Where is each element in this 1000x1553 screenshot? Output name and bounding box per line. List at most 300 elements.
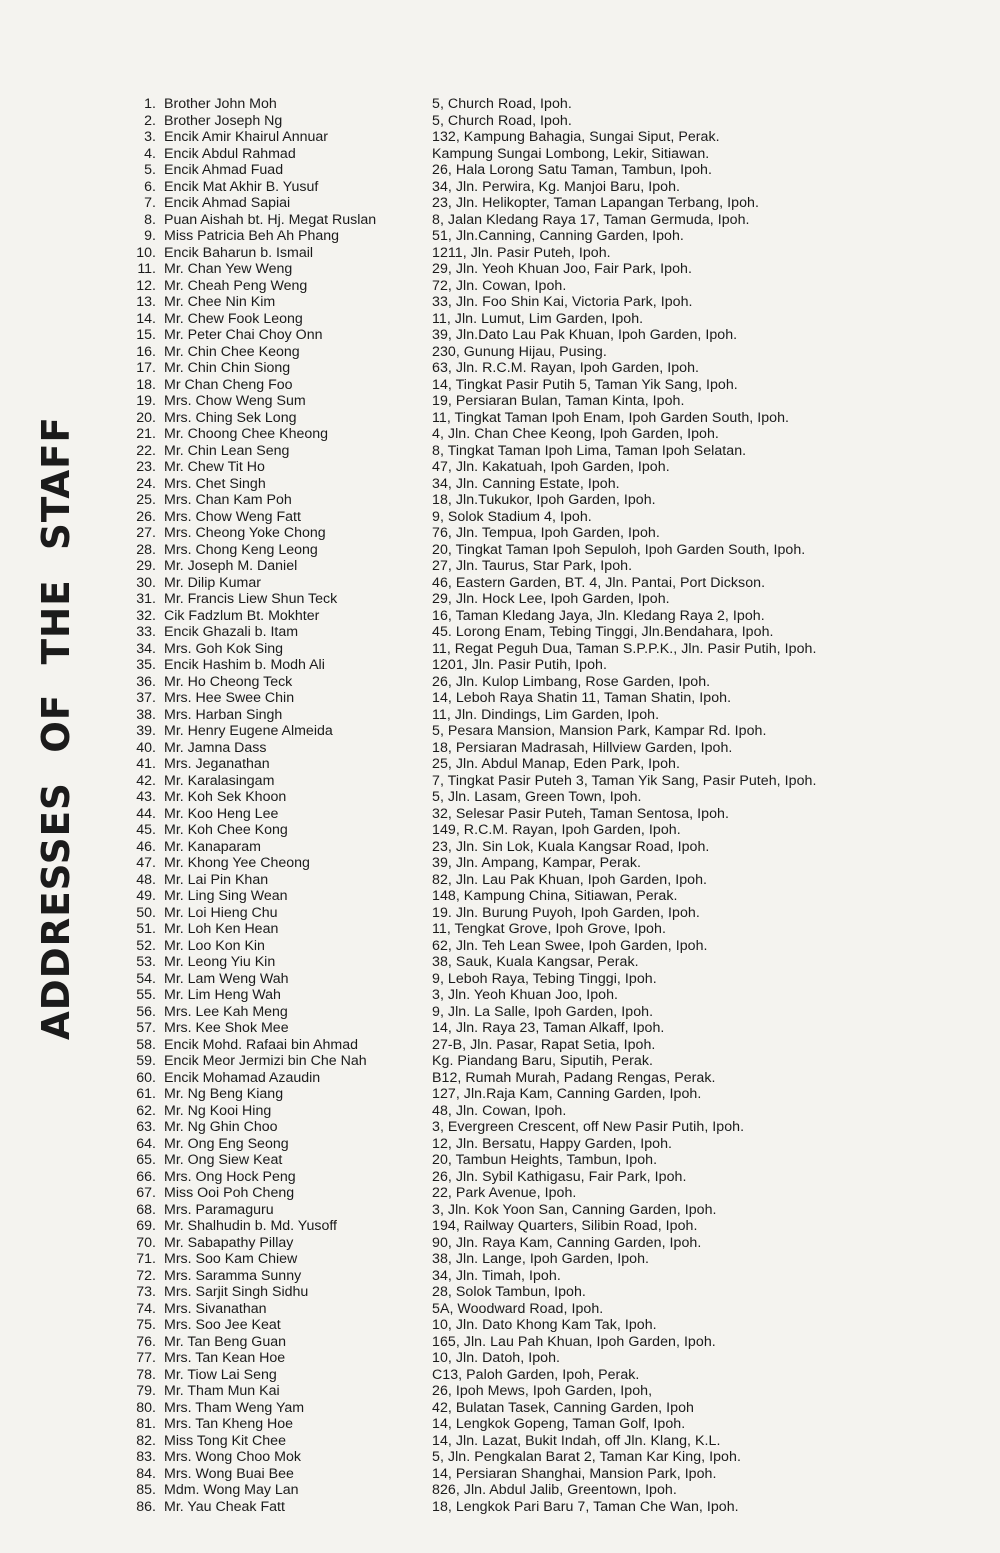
- staff-address: 27, Jln. Taurus, Star Park, Ipoh.: [432, 558, 633, 574]
- staff-name: Mrs. Ong Hock Peng: [164, 1168, 296, 1185]
- staff-number: 86.: [136, 1498, 156, 1515]
- staff-address: 16, Taman Kledang Jaya, Jln. Kledang Raya 2, Ipoh.: [432, 607, 765, 624]
- staff-number: 73.: [136, 1284, 156, 1300]
- staff-name: Encik Mat Akhir B. Yusuf: [164, 178, 319, 195]
- staff-row: [118, 624, 988, 641]
- staff-row: [118, 261, 988, 278]
- staff-row: [118, 443, 988, 460]
- staff-row: [118, 1317, 988, 1334]
- staff-row: [118, 1070, 988, 1087]
- staff-address: 39, Jln. Ampang, Kampar, Perak.: [432, 855, 641, 871]
- staff-address: 29, Jln. Yeoh Khuan Joo, Fair Park, Ipoh.: [432, 261, 692, 277]
- staff-address: 10, Jln. Datoh, Ipoh.: [432, 1350, 561, 1366]
- staff-name: Mr. Ho Cheong Teck: [164, 673, 293, 690]
- staff-row: [118, 459, 988, 476]
- staff-row: [118, 492, 988, 509]
- staff-row: [118, 1284, 988, 1301]
- staff-name: Mr. Choong Chee Kheong: [164, 426, 329, 442]
- staff-address: 10, Jln. Dato Khong Kam Tak, Ipoh.: [432, 1317, 657, 1333]
- staff-name: Mrs. Chet Singh: [164, 475, 266, 492]
- title-word: ADDRESSES: [34, 782, 78, 1040]
- staff-address: 8, Jalan Kledang Raya 17, Taman Germuda, Ipoh.: [432, 211, 750, 228]
- staff-name: Mr. Jamna Dass: [164, 739, 267, 756]
- staff-address: 18, Persiaran Madrasah, Hillview Garden, Ipoh.: [432, 739, 733, 756]
- staff-name: Mr. Ng Kooi Hing: [164, 1102, 272, 1119]
- staff-number: 46.: [136, 838, 156, 855]
- staff-address: 12, Jln. Bersatu, Happy Garden, Ipoh.: [432, 1135, 673, 1152]
- staff-address: 32, Selesar Pasir Puteh, Taman Sentosa, Ipoh.: [432, 805, 729, 822]
- staff-number: 82.: [136, 1432, 156, 1449]
- staff-row: [118, 1400, 988, 1417]
- staff-row: [118, 657, 988, 674]
- staff-name: Mr. Koo Heng Lee: [164, 805, 279, 822]
- staff-number: 75.: [136, 1317, 156, 1333]
- staff-address: 62, Jln. Teh Lean Swee, Ipoh Garden, Ipoh.: [432, 937, 708, 954]
- staff-number: 12.: [136, 277, 156, 294]
- staff-address: 26, Hala Lorong Satu Taman, Tambun, Ipoh.: [432, 162, 712, 178]
- staff-number: 79.: [136, 1383, 156, 1399]
- staff-number: 52.: [136, 937, 156, 954]
- staff-number: 2.: [144, 112, 156, 129]
- staff-row: [118, 525, 988, 542]
- staff-name: Mr. Chew Tit Ho: [164, 459, 265, 475]
- staff-row: [118, 1416, 988, 1433]
- staff-name: Mr. Leong Yiu Kin: [164, 954, 276, 970]
- staff-name: Mrs. Chow Weng Sum: [164, 393, 306, 409]
- staff-row: [118, 1499, 988, 1516]
- staff-row: [118, 1202, 988, 1219]
- staff-row: [118, 1268, 988, 1285]
- staff-address: 5, Church Road, Ipoh.: [432, 96, 572, 112]
- staff-number: 39.: [136, 723, 156, 739]
- staff-address: 28, Solok Tambun, Ipoh.: [432, 1284, 586, 1300]
- staff-number: 64.: [136, 1135, 156, 1152]
- staff-number: 6.: [144, 178, 156, 195]
- staff-row: [118, 740, 988, 757]
- staff-name: Mrs. Tan Kean Hoe: [164, 1350, 286, 1366]
- staff-number: 54.: [136, 970, 156, 987]
- staff-name: Encik Hashim b. Modh Ali: [164, 657, 325, 673]
- staff-address: 9, Solok Stadium 4, Ipoh.: [432, 508, 592, 525]
- staff-name: Mr. Tiow Lai Seng: [164, 1366, 277, 1383]
- title-word: THE: [34, 579, 78, 665]
- staff-number: 43.: [136, 789, 156, 805]
- staff-name: Mrs. Sarjit Singh Sidhu: [164, 1284, 309, 1300]
- staff-row: [118, 1053, 988, 1070]
- staff-address: 165, Jln. Lau Pah Khuan, Ipoh Garden, Ipoh.: [432, 1333, 716, 1350]
- staff-name: Mr. Ng Ghin Choo: [164, 1119, 278, 1135]
- staff-row: [118, 509, 988, 526]
- staff-address: Kampung Sungai Lombong, Lekir, Sitiawan.: [432, 145, 710, 162]
- staff-row: [118, 179, 988, 196]
- staff-row: [118, 674, 988, 691]
- staff-number: 7.: [144, 195, 156, 211]
- staff-name: Mrs. Saramma Sunny: [164, 1267, 302, 1284]
- staff-name: Encik Abdul Rahmad: [164, 145, 296, 162]
- staff-number: 49.: [136, 888, 156, 904]
- staff-row: [118, 987, 988, 1004]
- staff-row: [118, 690, 988, 707]
- staff-name: Encik Baharun b. Ismail: [164, 244, 314, 261]
- staff-address: 3, Evergreen Crescent, off New Pasir Putih, Ipoh.: [432, 1119, 745, 1135]
- staff-address: C13, Paloh Garden, Ipoh, Perak.: [432, 1366, 640, 1383]
- staff-row: [118, 1383, 988, 1400]
- staff-name: Mr. Cheah Peng Weng: [164, 277, 308, 294]
- staff-address: 11, Tingkat Taman Ipoh Enam, Ipoh Garden South, Ipoh.: [432, 409, 790, 426]
- staff-row: [118, 228, 988, 245]
- staff-address: 22, Park Avenue, Ipoh.: [432, 1185, 577, 1201]
- staff-address: 34, Jln. Perwira, Kg. Manjoi Baru, Ipoh.: [432, 178, 681, 195]
- staff-name: Brother Joseph Ng: [164, 112, 283, 129]
- staff-name: Miss Patricia Beh Ah Phang: [164, 228, 340, 244]
- staff-row: [118, 1251, 988, 1268]
- staff-address: 20, Tambun Heights, Tambun, Ipoh.: [432, 1152, 658, 1168]
- staff-name: Encik Amir Khairul Annuar: [164, 129, 329, 145]
- staff-row: [118, 245, 988, 262]
- staff-row: [118, 608, 988, 625]
- staff-row: [118, 195, 988, 212]
- staff-name: Mr Chan Cheng Foo: [164, 376, 293, 393]
- staff-address: 132, Kampung Bahagia, Sungai Siput, Perak.: [432, 129, 720, 145]
- staff-number: 28.: [136, 541, 156, 558]
- staff-name: Mrs. Wong Choo Mok: [164, 1449, 301, 1465]
- staff-address: 47, Jln. Kakatuah, Ipoh Garden, Ipoh.: [432, 459, 670, 475]
- staff-address: 230, Gunung Hijau, Pusing.: [432, 343, 607, 360]
- staff-name: Mr. Ng Beng Kiang: [164, 1086, 284, 1102]
- staff-address: 127, Jln.Raja Kam, Canning Garden, Ipoh.: [432, 1086, 702, 1102]
- staff-number: 42.: [136, 772, 156, 789]
- staff-row: [118, 344, 988, 361]
- staff-name: Mrs. Sivanathan: [164, 1300, 267, 1317]
- staff-number: 61.: [136, 1086, 156, 1102]
- staff-number: 29.: [136, 558, 156, 574]
- staff-row: [118, 360, 988, 377]
- staff-number: 17.: [136, 360, 156, 376]
- staff-row: [118, 311, 988, 328]
- staff-name: Mrs. Chan Kam Poh: [164, 492, 292, 508]
- staff-address: 90, Jln. Raya Kam, Canning Garden, Ipoh.: [432, 1234, 702, 1251]
- staff-number: 66.: [136, 1168, 156, 1185]
- staff-address: 38, Jln. Lange, Ipoh Garden, Ipoh.: [432, 1251, 650, 1267]
- staff-address: 34, Jln. Timah, Ipoh.: [432, 1267, 561, 1284]
- staff-number: 37.: [136, 690, 156, 706]
- staff-address: 51, Jln.Canning, Canning Garden, Ipoh.: [432, 228, 684, 244]
- staff-address: 148, Kampung China, Sitiawan, Perak.: [432, 888, 678, 904]
- staff-row: [118, 1301, 988, 1318]
- staff-address: 3, Jln. Kok Yoon San, Canning Garden, Ipoh.: [432, 1201, 717, 1218]
- staff-row: [118, 212, 988, 229]
- staff-name: Mr. Dilip Kumar: [164, 574, 261, 591]
- staff-number: 20.: [136, 409, 156, 426]
- staff-row: [118, 1119, 988, 1136]
- staff-row: [118, 542, 988, 559]
- staff-row: [118, 558, 988, 575]
- staff-address: 23, Jln. Helikopter, Taman Lapangan Terbang, Ipoh.: [432, 195, 759, 211]
- page-title: [30, 416, 82, 1040]
- staff-name: Mr. Henry Eugene Almeida: [164, 723, 333, 739]
- staff-number: 69.: [136, 1218, 156, 1234]
- staff-number: 78.: [136, 1366, 156, 1383]
- staff-number: 47.: [136, 855, 156, 871]
- staff-address: 9, Jln. La Salle, Ipoh Garden, Ipoh.: [432, 1003, 654, 1020]
- staff-row: [118, 426, 988, 443]
- staff-row: [118, 278, 988, 295]
- staff-number: 51.: [136, 921, 156, 937]
- staff-row: [118, 1334, 988, 1351]
- staff-row: [118, 789, 988, 806]
- staff-name: Encik Mohamad Azaudin: [164, 1069, 321, 1086]
- staff-address: 5, Jln. Pengkalan Barat 2, Taman Kar King, Ipoh.: [432, 1449, 741, 1465]
- staff-name: Miss Ooi Poh Cheng: [164, 1185, 295, 1201]
- staff-number: 18.: [136, 376, 156, 393]
- staff-address: 194, Railway Quarters, Silibin Road, Ipoh.: [432, 1218, 698, 1234]
- staff-number: 45.: [136, 822, 156, 838]
- staff-address: 39, Jln.Dato Lau Pak Khuan, Ipoh Garden, Ipoh.: [432, 327, 738, 343]
- staff-address: 19. Jln. Burung Puyoh, Ipoh Garden, Ipoh.: [432, 904, 700, 921]
- staff-name: Mr. Loi Hieng Chu: [164, 904, 278, 921]
- staff-name: Mrs. Soo Kam Chiew: [164, 1251, 298, 1267]
- staff-address: 11, Regat Peguh Dua, Taman S.P.P.K., Jln. Pasir Putih, Ipoh.: [432, 640, 817, 657]
- staff-name: Encik Meor Jermizi bin Che Nah: [164, 1053, 367, 1069]
- staff-address: 14, Jln. Raya 23, Taman Alkaff, Ipoh.: [432, 1020, 665, 1036]
- staff-number: 36.: [136, 673, 156, 690]
- staff-row: [118, 1185, 988, 1202]
- staff-row: [118, 971, 988, 988]
- staff-address: 26, Jln. Sybil Kathigasu, Fair Park, Ipoh.: [432, 1168, 687, 1185]
- staff-row: [118, 839, 988, 856]
- staff-name: Miss Tong Kit Chee: [164, 1432, 286, 1449]
- staff-name: Mr. Joseph M. Daniel: [164, 558, 298, 574]
- staff-name: Mr. Lim Heng Wah: [164, 987, 281, 1003]
- staff-name: Mrs. Wong Buai Bee: [164, 1465, 294, 1482]
- staff-row: [118, 888, 988, 905]
- staff-row: [118, 113, 988, 130]
- staff-address: 38, Sauk, Kuala Kangsar, Perak.: [432, 954, 639, 970]
- staff-name: Mr. Kanaparam: [164, 838, 261, 855]
- staff-address: 14, Lengkok Gopeng, Taman Golf, Ipoh.: [432, 1416, 686, 1432]
- staff-number: 5.: [144, 162, 156, 178]
- staff-number: 53.: [136, 954, 156, 970]
- staff-address: 11, Tengkat Grove, Ipoh Grove, Ipoh.: [432, 921, 666, 937]
- staff-name: Mrs. Goh Kok Sing: [164, 640, 284, 657]
- staff-number: 60.: [136, 1069, 156, 1086]
- staff-address: Kg. Piandang Baru, Siputih, Perak.: [432, 1053, 653, 1069]
- staff-row: [118, 938, 988, 955]
- staff-number: 19.: [136, 393, 156, 409]
- staff-name: Mrs. Harban Singh: [164, 706, 283, 723]
- staff-row: [118, 872, 988, 889]
- staff-address: 46, Eastern Garden, BT. 4, Jln. Pantai, Port Dickson.: [432, 574, 766, 591]
- staff-address: 48, Jln. Cowan, Ipoh.: [432, 1102, 567, 1119]
- staff-name: Mr. Ong Siew Keat: [164, 1152, 283, 1168]
- staff-row: [118, 146, 988, 163]
- staff-address: 7, Tingkat Pasir Puteh 3, Taman Yik Sang, Pasir Puteh, Ipoh.: [432, 772, 817, 789]
- staff-number: 81.: [136, 1416, 156, 1432]
- staff-address: 1211, Jln. Pasir Puteh, Ipoh.: [432, 244, 611, 261]
- staff-number: 44.: [136, 805, 156, 822]
- staff-number: 34.: [136, 640, 156, 657]
- staff-name: Mrs. Paramaguru: [164, 1201, 274, 1218]
- staff-number: 40.: [136, 739, 156, 756]
- staff-number: 58.: [136, 1036, 156, 1053]
- staff-name: Puan Aishah bt. Hj. Megat Ruslan: [164, 211, 377, 228]
- staff-number: 71.: [136, 1251, 156, 1267]
- staff-row: [118, 806, 988, 823]
- staff-number: 21.: [136, 426, 156, 442]
- staff-number: 15.: [136, 327, 156, 343]
- staff-number: 35.: [136, 657, 156, 673]
- staff-number: 38.: [136, 706, 156, 723]
- staff-name: Mr. Tham Mun Kai: [164, 1383, 280, 1399]
- staff-address: 14, Tingkat Pasir Putih 5, Taman Yik Sang, Ipoh.: [432, 376, 738, 393]
- staff-name: Mrs. Cheong Yoke Chong: [164, 525, 326, 541]
- staff-number: 30.: [136, 574, 156, 591]
- staff-number: 50.: [136, 904, 156, 921]
- staff-number: 25.: [136, 492, 156, 508]
- staff-name: Mr. Peter Chai Choy Onn: [164, 327, 323, 343]
- staff-name: Encik Mohd. Rafaai bin Ahmad: [164, 1036, 359, 1053]
- staff-number: 22.: [136, 442, 156, 459]
- staff-number: 32.: [136, 607, 156, 624]
- staff-number: 62.: [136, 1102, 156, 1119]
- staff-row: [118, 575, 988, 592]
- staff-row: [118, 1103, 988, 1120]
- staff-row: [118, 377, 988, 394]
- staff-row: [118, 905, 988, 922]
- staff-row: [118, 294, 988, 311]
- staff-number: 56.: [136, 1003, 156, 1020]
- staff-address: 4, Jln. Chan Chee Keong, Ipoh Garden, Ipoh.: [432, 426, 719, 442]
- staff-address: 14, Jln. Lazat, Bukit Indah, off Jln. Klang, K.L.: [432, 1432, 721, 1449]
- staff-row: [118, 1086, 988, 1103]
- staff-address: 45. Lorong Enam, Tebing Tinggi, Jln.Bendahara, Ipoh.: [432, 624, 774, 640]
- staff-name: Mr. Chin Chee Keong: [164, 343, 300, 360]
- staff-name: Mr. Yau Cheak Fatt: [164, 1498, 285, 1515]
- staff-number: 8.: [144, 211, 156, 228]
- staff-row: [118, 129, 988, 146]
- staff-name: Mr. Lai Pin Khan: [164, 871, 269, 888]
- staff-name: Mr. Shalhudin b. Md. Yusoff: [164, 1218, 337, 1234]
- staff-name: Mr. Francis Liew Shun Teck: [164, 591, 338, 607]
- staff-name: Mrs. Lee Kah Meng: [164, 1003, 288, 1020]
- staff-address: 18, Jln.Tukukor, Ipoh Garden, Ipoh.: [432, 492, 656, 508]
- staff-address: 20, Tingkat Taman Ipoh Sepuloh, Ipoh Garden South, Ipoh.: [432, 541, 806, 558]
- staff-address: 26, Ipoh Mews, Ipoh Garden, Ipoh,: [432, 1383, 653, 1399]
- staff-number: 59.: [136, 1053, 156, 1069]
- staff-row: [118, 1449, 988, 1466]
- staff-name: Mr. Lam Weng Wah: [164, 970, 289, 987]
- staff-number: 14.: [136, 310, 156, 327]
- staff-name: Mr. Koh Chee Kong: [164, 822, 288, 838]
- staff-number: 26.: [136, 508, 156, 525]
- staff-name: Mrs. Kee Shok Mee: [164, 1020, 289, 1036]
- staff-number: 31.: [136, 591, 156, 607]
- staff-name: Cik Fadzlum Bt. Mokhter: [164, 607, 320, 624]
- staff-address: 5, Jln. Lasam, Green Town, Ipoh.: [432, 789, 642, 805]
- staff-address-list: [118, 96, 988, 1515]
- staff-name: Mrs. Tham Weng Yam: [164, 1399, 305, 1416]
- staff-number: 76.: [136, 1333, 156, 1350]
- staff-row: [118, 1367, 988, 1384]
- staff-address: B12, Rumah Murah, Padang Rengas, Perak.: [432, 1069, 716, 1086]
- staff-address: 11, Jln. Lumut, Lim Garden, Ipoh.: [432, 310, 644, 327]
- staff-address: 9, Leboh Raya, Tebing Tinggi, Ipoh.: [432, 970, 657, 987]
- staff-number: 48.: [136, 871, 156, 888]
- staff-number: 70.: [136, 1234, 156, 1251]
- staff-name: Mr. Sabapathy Pillay: [164, 1234, 294, 1251]
- staff-address: 63, Jln. R.C.M. Rayan, Ipoh Garden, Ipoh.: [432, 360, 700, 376]
- staff-row: [118, 641, 988, 658]
- staff-address: 11, Jln. Dindings, Lim Garden, Ipoh.: [432, 706, 660, 723]
- staff-name: Encik Ghazali b. Itam: [164, 624, 299, 640]
- staff-number: 27.: [136, 525, 156, 541]
- staff-address: 5, Church Road, Ipoh.: [432, 112, 572, 129]
- staff-name: Mrs. Ching Sek Long: [164, 409, 297, 426]
- staff-address: 33, Jln. Foo Shin Kai, Victoria Park, Ipoh.: [432, 294, 693, 310]
- staff-address: 3, Jln. Yeoh Khuan Joo, Ipoh.: [432, 987, 619, 1003]
- staff-address: 29, Jln. Hock Lee, Ipoh Garden, Ipoh.: [432, 591, 670, 607]
- staff-address: 76, Jln. Tempua, Ipoh Garden, Ipoh.: [432, 525, 660, 541]
- staff-address: 19, Persiaran Bulan, Taman Kinta, Ipoh.: [432, 393, 685, 409]
- staff-address: 72, Jln. Cowan, Ipoh.: [432, 277, 567, 294]
- staff-row: [118, 1433, 988, 1450]
- staff-row: [118, 1136, 988, 1153]
- staff-number: 84.: [136, 1465, 156, 1482]
- staff-number: 11.: [137, 261, 156, 277]
- staff-address: 23, Jln. Sin Lok, Kuala Kangsar Road, Ipoh.: [432, 838, 710, 855]
- staff-number: 13.: [136, 294, 156, 310]
- staff-row: [118, 410, 988, 427]
- staff-number: 4.: [144, 145, 156, 162]
- staff-name: Mr. Ling Sing Wean: [164, 888, 288, 904]
- staff-row: [118, 773, 988, 790]
- staff-address: 5A, Woodward Road, Ipoh.: [432, 1300, 604, 1317]
- staff-row: [118, 96, 988, 113]
- staff-row: [118, 1020, 988, 1037]
- title-word: STAFF: [34, 416, 78, 550]
- staff-row: [118, 327, 988, 344]
- staff-number: 10.: [136, 244, 156, 261]
- staff-number: 67.: [136, 1185, 156, 1201]
- staff-row: [118, 1037, 988, 1054]
- staff-number: 74.: [136, 1300, 156, 1317]
- staff-address: 149, R.C.M. Rayan, Ipoh Garden, Ipoh.: [432, 822, 681, 838]
- staff-number: 57.: [136, 1020, 156, 1036]
- staff-number: 85.: [136, 1482, 156, 1498]
- staff-row: [118, 162, 988, 179]
- staff-number: 68.: [136, 1201, 156, 1218]
- staff-number: 33.: [136, 624, 156, 640]
- staff-address: 25, Jln. Abdul Manap, Eden Park, Ipoh.: [432, 756, 680, 772]
- staff-address: 826, Jln. Abdul Jalib, Greentown, Ipoh.: [432, 1482, 677, 1498]
- staff-address: 42, Bulatan Tasek, Canning Garden, Ipoh: [432, 1399, 694, 1416]
- staff-number: 16.: [136, 343, 156, 360]
- staff-row: [118, 855, 988, 872]
- staff-name: Mr. Karalasingam: [164, 772, 275, 789]
- staff-name: Mrs. Chong Keng Leong: [164, 541, 318, 558]
- staff-number: 83.: [136, 1449, 156, 1465]
- staff-address: 8, Tingkat Taman Ipoh Lima, Taman Ipoh Selatan.: [432, 442, 747, 459]
- staff-address: 14, Leboh Raya Shatin 11, Taman Shatin, Ipoh.: [432, 690, 732, 706]
- title-word: OF: [34, 693, 78, 753]
- staff-name: Mr. Chin Chin Siong: [164, 360, 291, 376]
- staff-number: 1.: [144, 96, 156, 112]
- staff-name: Mr. Chin Lean Seng: [164, 442, 290, 459]
- staff-number: 77.: [136, 1350, 156, 1366]
- staff-number: 55.: [136, 987, 156, 1003]
- staff-number: 3.: [144, 129, 156, 145]
- staff-row: [118, 723, 988, 740]
